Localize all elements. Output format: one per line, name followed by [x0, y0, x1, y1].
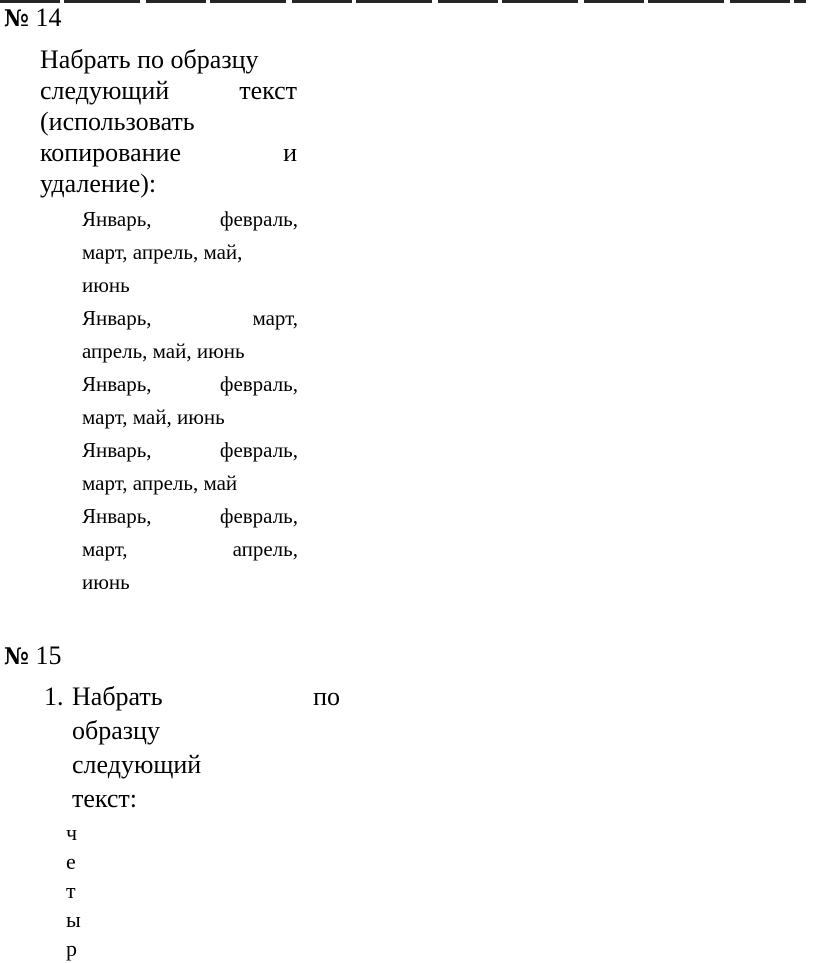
word: апрель,	[232, 537, 298, 561]
word: Январь,	[82, 504, 152, 528]
instruction-line	[40, 137, 297, 168]
task-number: 14	[35, 3, 62, 32]
word: и	[283, 138, 297, 167]
task-15-heading	[4, 641, 62, 672]
item-text	[72, 680, 340, 816]
word: по	[313, 682, 340, 711]
word: Набрать	[72, 682, 163, 711]
task-14-sample-text	[82, 203, 298, 599]
item-line: образцу	[72, 716, 160, 745]
sample-line	[82, 533, 298, 566]
word: февраль,	[219, 207, 298, 231]
word: копирование	[40, 138, 181, 167]
sample-line	[82, 500, 298, 533]
letter: р	[66, 936, 77, 961]
item-line: следующий	[72, 750, 202, 779]
word: Январь,	[82, 306, 152, 330]
sample-line: июнь	[82, 273, 130, 297]
instruction-line	[40, 75, 297, 106]
sample-line: апрель, май, июнь	[82, 339, 245, 363]
vertical-letters	[66, 818, 81, 963]
word: март,	[252, 306, 298, 330]
letter: е	[66, 849, 76, 874]
sample-line: март, апрель, май	[82, 471, 238, 495]
sample-line	[82, 302, 298, 335]
sample-line: март, май, июнь	[82, 405, 225, 429]
word: Январь,	[82, 438, 152, 462]
sample-line	[82, 203, 298, 236]
word: февраль,	[219, 438, 298, 462]
letter: т	[66, 878, 76, 903]
sample-line	[82, 368, 298, 401]
word: Январь,	[82, 372, 152, 396]
list-marker: 1.	[44, 682, 64, 711]
word: февраль,	[219, 372, 298, 396]
instruction-line: Набрать по образцу	[40, 45, 259, 74]
letter: ы	[66, 907, 81, 932]
item-line	[72, 680, 340, 714]
task-14-heading	[4, 3, 62, 34]
sample-line	[82, 434, 298, 467]
word: следующий	[40, 76, 170, 105]
letter: ч	[66, 820, 78, 845]
word: текст	[239, 76, 297, 105]
task-number: 15	[35, 641, 62, 670]
word: февраль,	[219, 504, 298, 528]
task-14-instruction	[40, 44, 297, 199]
top-rule	[0, 0, 806, 3]
number-sign: №	[4, 643, 29, 670]
word: Январь,	[82, 207, 152, 231]
sample-line: март, апрель, май,	[82, 240, 243, 264]
item-line: текст:	[72, 784, 138, 813]
word: март,	[82, 537, 128, 561]
instruction-line: (использовать	[40, 107, 195, 136]
instruction-line: удаление):	[40, 169, 157, 198]
sample-line: июнь	[82, 570, 130, 594]
number-sign: №	[4, 5, 29, 32]
